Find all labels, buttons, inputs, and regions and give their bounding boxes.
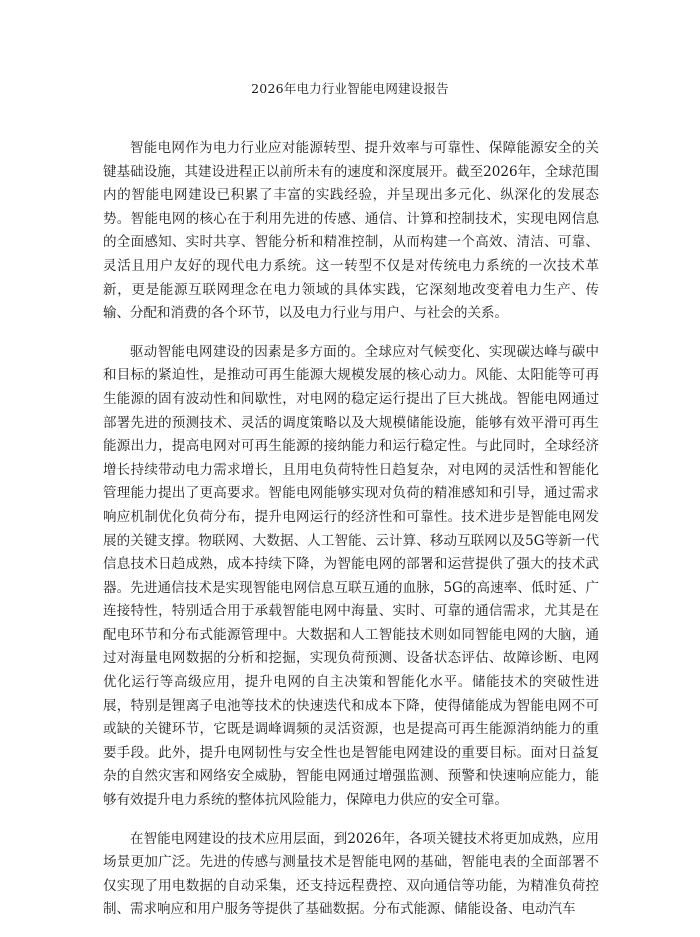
paragraph-1: 智能电网作为电力行业应对能源转型、提升效率与可靠性、保障能源安全的关键基础设施，其建设进程正以前所未有的速度和深度展开。截至2026年，全球范围内的智能电网建设已积累了丰富的实践经验，并呈现出多元化、纵深化的发展态势。智能电网的核心在于利用先进的传感、通信、计算和控制技术，实现电网信息的全面感知、实时共享、智能分析和精准控制，从而构建一个高效、清洁、可靠、灵活且用户友好的现代电力系统。这一转型不仅是对传统电力系统的一次技术革新，更是能源互联网理念在电力领域的具体实践，它深刻地改变着电力生产、传输、分配和消费的各个环节，以及电力行业与用户、与社会的关系。 <box>103 140 599 322</box>
paragraph-2: 驱动智能电网建设的因素是多方面的。全球应对气候变化、实现碳达峰与碳中和目标的紧迫性，是推动可再生能源大规模发展的核心动力。风能、太阳能等可再生能源的固有波动性和间歇性，对电网的稳定运行提出了巨大挑战。智能电网通过部署先进的预测技术、灵活的调度策略以及大规模储能设施，能够有效平滑可再生能源出力，提高电网对可再生能源的接纳能力和运行稳定性。与此同时，全球经济增长持续带动电力需求增长，且用电负荷特性日趋复杂，对电网的灵活性和智能化管理能力提出了更高要求。智能电网能够实现对负荷的精准感知和引导，通过需求响应机制优化负荷分布，提升电网运行的经济性和可靠性。技术进步是智能电网发展的关键支撑。物联网、大数据、人工智能、云计算、移动互联网以及5G等新一代信息技术日趋成熟，成本持续下降，为智能电网的部署和运营提供了强大的技术武器。先进通信技术是实现智能电网信息互联互通的血脉，5G的高速率、低时延、广连接特性，特别适合用于承载智能电网中海量、实时、可靠的通信需求，尤其是在配电环节和分布式能源管理中。大数据和人工智能技术则如同智能电网的大脑，通过对海量电网数据的分析和挖掘，实现负荷预测、设备状态评估、故障诊断、电网优化运行等高级应用，提升电网的自主决策和智能化水平。储能技术的突破性进展，特别是锂离子电池等技术的快速迭代和成本下降，使得储能成为智能电网不可或缺的关键环节，它既是调峰调频的灵活资源，也是提高可再生能源消纳能力的重要手段。此外，提升电网韧性与安全性也是智能电网建设的重要目标。面对日益复杂的自然灾害和网络安全威胁，智能电网通过增强监测、预警和快速响应能力，能够有效提升电力系统的整体抗风险能力，保障电力供应的安全可靠。 <box>103 343 599 809</box>
document-title: 2026年电力行业智能电网建设报告 <box>251 81 449 96</box>
paragraph-3: 在智能电网建设的技术应用层面，到2026年，各项关键技术将更加成熟，应用场景更加广泛。先进的传感与测量技术是智能电网的基础，智能电表的全面部署不仅实现了用电数据的自动采集，还支持远程费控、双向通信等功能，为精准负荷控制、需求响应和用户服务等提供了基础数据。分布式能源、储能设备、电动汽车 <box>103 830 599 918</box>
document-body <box>103 137 599 937</box>
